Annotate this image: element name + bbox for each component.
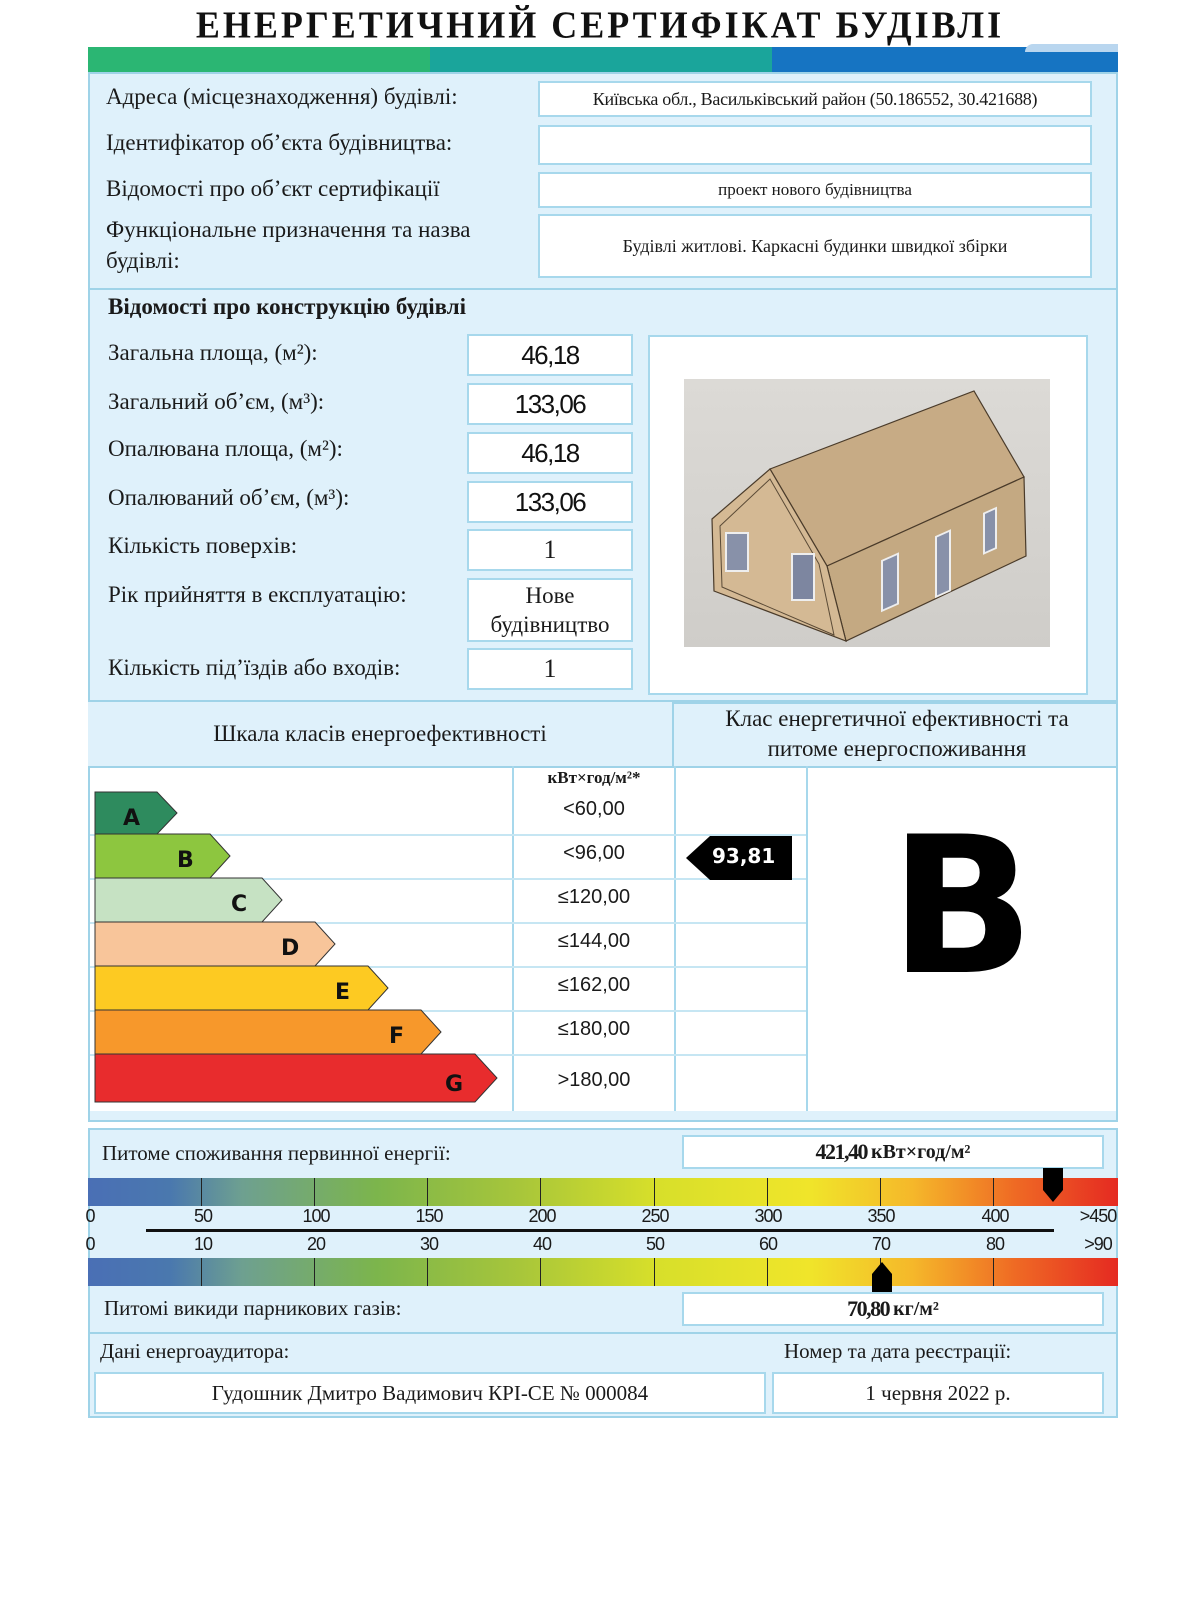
- class-arrow-e: [95, 966, 395, 1008]
- purpose-label-line1: Функціональне призначення та назва: [106, 217, 471, 242]
- primary-energy-pointer-icon: [1042, 1168, 1064, 1204]
- class-arrow-b: [95, 834, 235, 876]
- scale-divider-line: [146, 1229, 1054, 1232]
- building-image-frame: [648, 335, 1088, 695]
- class-letter-c: C: [231, 892, 248, 917]
- object-id-label: Ідентифікатор об’єкта будівництва:: [106, 130, 453, 155]
- primary-tick: >450: [1079, 1206, 1117, 1226]
- class-letter-a: A: [123, 806, 141, 831]
- entrances-label: Кількість під’їздів або входів:: [108, 655, 401, 680]
- class-letter-d: D: [281, 936, 300, 961]
- class-heading-line1: Клас енергетичної ефективності та: [725, 706, 1069, 731]
- auditor-field[interactable]: [94, 1372, 766, 1414]
- address-field[interactable]: [538, 81, 1092, 117]
- class-arrow-c: [95, 878, 285, 920]
- primary-tick: 100: [302, 1206, 330, 1226]
- ghg-value: 70,80: [847, 1296, 890, 1321]
- class-letter-f: F: [389, 1024, 405, 1049]
- ghg-unit: кг/м²: [893, 1297, 939, 1320]
- ghg-tick: 70: [871, 1234, 891, 1254]
- floors-label: Кількість поверхів:: [108, 533, 298, 558]
- primary-tick: 200: [528, 1206, 556, 1226]
- current-class-letter: B: [889, 796, 1035, 1017]
- class-heading-line2: питоме енергоспоживання: [767, 736, 1027, 761]
- threshold-c: ≤120,00: [557, 886, 631, 908]
- header-band-teal: [430, 47, 772, 72]
- primary-tick: 150: [415, 1206, 443, 1226]
- ghg-field[interactable]: [682, 1292, 1104, 1326]
- class-arrow-a: [95, 792, 180, 834]
- class-letter-b: B: [177, 848, 194, 873]
- purpose-value: Будівлі житлові. Каркасні будинки швидкої збірки: [622, 235, 1008, 256]
- commissioning-year-line1: Нове: [525, 583, 575, 608]
- ghg-tick: 80: [985, 1234, 1005, 1254]
- address-label: Адреса (місцезнаходження) будівлі:: [106, 84, 458, 109]
- commissioning-year-label: Рік прийняття в експлуатацію:: [108, 582, 407, 607]
- registration-value: 1 червня 2022 р.: [865, 1380, 1011, 1405]
- primary-tick: 0: [85, 1206, 95, 1226]
- current-value-marker: [686, 836, 796, 880]
- threshold-a: <60,00: [563, 798, 625, 820]
- total-volume-field[interactable]: [467, 383, 633, 425]
- class-arrow-d: [95, 922, 340, 964]
- heated-volume-field[interactable]: [467, 481, 633, 523]
- primary-energy-label: Питоме споживання первинної енергії:: [102, 1141, 451, 1165]
- total-volume-label: Загальний об’єм, (м³):: [108, 389, 325, 414]
- auditor-value: Гудошник Дмитро Вадимович КРІ-СЕ № 000084: [211, 1380, 649, 1405]
- section-divider: [88, 1332, 1118, 1334]
- primary-energy-gauge: [88, 1178, 1118, 1206]
- floors-field[interactable]: [467, 529, 633, 571]
- heated-volume-label: Опалюваний об’єм, (м³):: [108, 485, 350, 510]
- certification-object-field[interactable]: [538, 172, 1092, 208]
- primary-tick: 50: [193, 1206, 213, 1226]
- house-model-icon: [684, 379, 1050, 647]
- address-value: Київська обл., Васильківський район (50.186552, 30.421688): [592, 88, 1038, 109]
- ghg-tick: 20: [306, 1234, 326, 1254]
- ghg-tick: 10: [193, 1234, 213, 1254]
- primary-tick: 350: [867, 1206, 895, 1226]
- ghg-label: Питомі викиди парникових газів:: [104, 1296, 402, 1320]
- scale-heading: Шкала класів енергоефективності: [88, 702, 674, 766]
- total-area-label: Загальна площа, (м²):: [108, 340, 318, 365]
- threshold-b: <96,00: [563, 842, 625, 864]
- class-letter-g: G: [445, 1072, 464, 1097]
- ghg-tick: 40: [532, 1234, 552, 1254]
- commissioning-year-line2: будівництво: [490, 612, 610, 637]
- primary-tick: 300: [754, 1206, 782, 1226]
- heated-area-label: Опалювана площа, (м²):: [108, 436, 343, 461]
- total-volume-value: 133,06: [514, 388, 586, 419]
- current-value: 93,81: [712, 844, 776, 868]
- primary-tick: 250: [641, 1206, 669, 1226]
- floors-value: 1: [543, 535, 557, 564]
- threshold-e: ≤162,00: [557, 974, 631, 996]
- ghg-tick: 30: [419, 1234, 439, 1254]
- ghg-gauge: [88, 1258, 1118, 1286]
- construction-heading: Відомості про конструкцію будівлі: [108, 294, 467, 319]
- registration-label: Номер та дата реєстрації:: [784, 1339, 1012, 1363]
- purpose-label-line2: будівлі:: [106, 248, 180, 273]
- total-area-field[interactable]: [467, 334, 633, 376]
- threshold-g: >180,00: [557, 1069, 631, 1091]
- purpose-field[interactable]: [538, 214, 1092, 278]
- total-area-value: 46,18: [521, 339, 579, 370]
- class-arrow-g: [95, 1054, 505, 1102]
- ghg-tick: 50: [645, 1234, 665, 1254]
- building-image: [684, 379, 1050, 647]
- class-arrow-f: [95, 1010, 447, 1052]
- scale-unit: кВт×год/м²*: [547, 768, 641, 787]
- certification-object-label: Відомості про об’єкт сертифікації: [106, 176, 440, 201]
- primary-energy-field[interactable]: [682, 1135, 1104, 1169]
- header-band-green: [88, 47, 430, 72]
- primary-energy-unit: кВт×год/м²: [871, 1140, 971, 1163]
- header-band-tab: [1025, 44, 1118, 52]
- entrances-field[interactable]: [467, 648, 633, 690]
- primary-tick: 400: [981, 1206, 1009, 1226]
- threshold-f: ≤180,00: [557, 1018, 631, 1040]
- heated-volume-value: 133,06: [514, 486, 586, 517]
- object-id-field[interactable]: [538, 125, 1092, 165]
- ghg-tick: >90: [1084, 1234, 1112, 1254]
- heated-area-value: 46,18: [521, 437, 579, 468]
- ghg-tick: 0: [85, 1234, 95, 1254]
- threshold-d: ≤144,00: [557, 930, 631, 952]
- class-letter-e: E: [335, 980, 351, 1005]
- certification-object-value: проект нового будівництва: [718, 180, 912, 199]
- certificate-title: ЕНЕРГЕТИЧНИЙ СЕРТИФІКАТ БУДІВЛІ: [195, 4, 1005, 47]
- commissioning-year-field[interactable]: [467, 578, 633, 642]
- registration-field[interactable]: [772, 1372, 1104, 1414]
- entrances-value: 1: [543, 654, 557, 683]
- heated-area-field[interactable]: [467, 432, 633, 474]
- auditor-label: Дані енергоаудитора:: [100, 1339, 290, 1363]
- class-heading: [676, 702, 1118, 766]
- primary-energy-value: 421,40: [815, 1139, 868, 1164]
- ghg-tick: 60: [758, 1234, 778, 1254]
- grid-divider: [674, 766, 676, 1111]
